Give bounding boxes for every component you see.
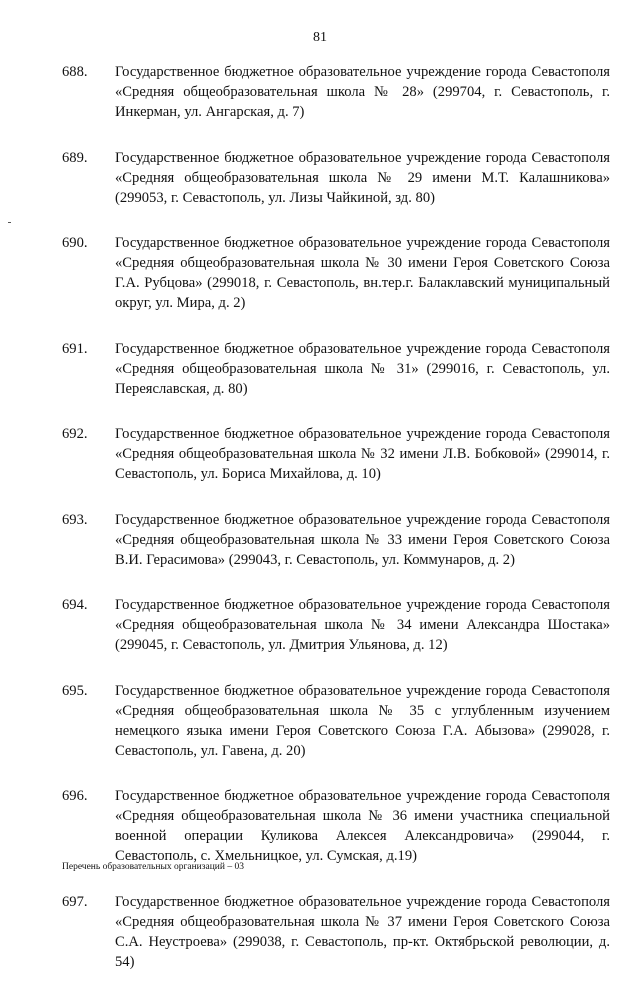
margin-mark (8, 222, 11, 223)
entry-number: 697. (62, 893, 88, 910)
entry-text: Государственное бюджетное образовательное учреждение города Севастополя «Средняя общеобразовательная школа № 35 с углубленным изучением немецкого языка имени Героя Советского Союза Г.А. Абызова» (299028, г. Севастополь, ул. Гавена, д. 20) (115, 682, 610, 759)
list-item (62, 339, 610, 399)
entry-list (62, 62, 610, 997)
entry-text: Государственное бюджетное образовательное учреждение города Севастополя «Средняя общеобразовательная школа № 30 имени Героя Советского Союза Г.А. Рубцова» (299018, г. Севастополь, вн.тер.г. Балаклавский муниципальный округ, ул. Мира, д. 2) (115, 235, 610, 311)
entry-text: Государственное бюджетное образовательное учреждение города Севастополя «Средняя общеобразовательная школа № 28» (299704, г. Севастополь, г. Инкерман, ул. Ангарская, д. 7) (115, 64, 610, 120)
entry-number: 691. (62, 340, 88, 357)
entry-number: 695. (62, 682, 88, 699)
list-item (62, 681, 610, 761)
list-item (62, 424, 610, 484)
entry-text: Государственное бюджетное образовательное учреждение города Севастополя «Средняя общеобразовательная школа № 33 имени Героя Советского Союза В.И. Герасимова» (299043, г. Севастополь, ул. Коммунаров, д. 2) (115, 511, 610, 568)
entry-number: 693. (62, 511, 88, 528)
entry-number: 689. (62, 149, 88, 166)
footer-note: Перечень образовательных организаций – 03 (62, 862, 244, 872)
list-item (62, 786, 610, 866)
entry-number: 688. (62, 64, 88, 80)
list-item (62, 595, 610, 655)
entry-text: Государственное бюджетное образовательное учреждение города Севастополя «Средняя общеобразовательная школа № 36 имени участника специальной военной операции Куликова Алексея Александровича» (299044, г. Севастополь, с. Хмельницкое, ул. Сумская, д.19) (115, 788, 610, 864)
entry-text: Государственное бюджетное образовательное учреждение города Севастополя «Средняя общеобразовательная школа № 37 имени Героя Советского Союза С.А. Неустроева» (299038, г. Севастополь, пр-кт. Октябрьской революции, д. 54) (115, 893, 610, 970)
entry-number: 694. (62, 597, 88, 613)
list-item (62, 148, 610, 208)
entry-text: Государственное бюджетное образовательное учреждение города Севастополя «Средняя общеобразовательная школа № 34 имени Александра Шостака» (299045, г. Севастополь, ул. Дмитрия Ульянова, д. 12) (115, 597, 610, 653)
entry-text: Государственное бюджетное образовательное учреждение города Севастополя «Средняя общеобразовательная школа № 29 имени М.Т. Калашникова» (299053, г. Севастополь, ул. Лизы Чайкиной, зд. 80) (115, 149, 610, 206)
list-item (62, 510, 610, 570)
entry-number: 690. (62, 235, 88, 251)
entry-text: Государственное бюджетное образовательное учреждение города Севастополя «Средняя общеобразовательная школа № 31» (299016, г. Севастополь, ул. Переяславская, д. 80) (115, 340, 610, 397)
entry-text: Государственное бюджетное образовательное учреждение города Севастополя «Средняя общеобразовательная школа № 32 имени Л.В. Бобковой» (299014, г. Севастополь, ул. Бориса Михайлова, д. 10) (115, 426, 610, 482)
list-item (62, 233, 610, 313)
entry-number: 696. (62, 788, 88, 804)
page-number: 81 (313, 30, 327, 45)
entry-number: 692. (62, 426, 88, 442)
list-item (62, 62, 610, 122)
